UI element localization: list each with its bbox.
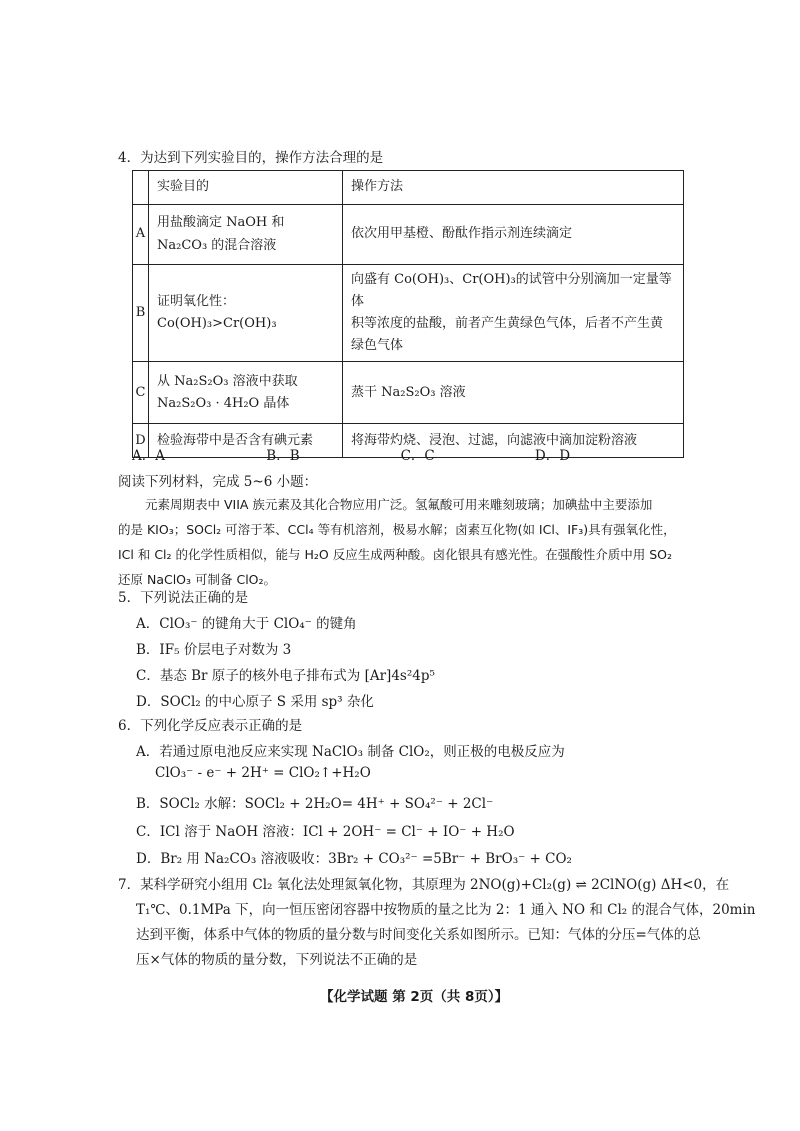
row-method: 依次用甲基橙、酚酞作指示剂连续滴定: [343, 205, 684, 265]
table-row: [133, 205, 684, 265]
option-b: B．B: [266, 448, 300, 464]
question-6-option-a-equation: ClO₃⁻ - e⁻ + 2H⁺ = ClO₂↑+H₂O: [155, 765, 371, 781]
material-line: 元素周期表中 VIIA 族元素及其化合物应用广泛。氢氟酸可用来雕刻玻璃；加碘盐中主要添加: [145, 497, 653, 512]
header-purpose: 实验目的: [149, 171, 343, 205]
question-5-option-a: A．ClO₃⁻ 的键角大于 ClO₄⁻ 的键角: [136, 616, 357, 632]
table-header-row: [133, 171, 684, 205]
question-4-options: [132, 444, 665, 464]
question-7-line: T₁℃、0.1MPa 下，向一恒压密闭容器中按物质的量之比为 2：1 通入 NO 和 Cl₂ 的混合气体，20min: [136, 902, 756, 918]
option-d: D．D: [534, 448, 571, 464]
question-5-option-b: B．IF₅ 价层电子对数为 3: [136, 642, 292, 658]
row-label: A: [133, 205, 149, 265]
row-label: C: [133, 362, 149, 424]
row-purpose: 用盐酸滴定 NaOH 和 Na₂CO₃ 的混合溶液: [149, 205, 343, 265]
question-6-option-a: A．若通过原电池反应来实现 NaClO₃ 制备 ClO₂，则正极的电极反应为: [136, 744, 565, 760]
row-method: 蒸干 Na₂S₂O₃ 溶液: [343, 362, 684, 424]
row-purpose: 检验海带中是否含有碘元素: [149, 424, 343, 458]
row-label: D: [133, 424, 149, 458]
question-5-stem: 5．下列说法正确的是: [118, 590, 249, 606]
question-4-table: [132, 170, 684, 458]
question-7-line: 7．某科学研究小组用 Cl₂ 氧化法处理氮氧化物，其原理为 2NO(g)+Cl₂(g) ⇌ 2ClNO(g) ΔH<0，在: [118, 877, 730, 893]
question-7-line: 达到平衡，体系中气体的物质的量分数与时间变化关系如图所示。已知：气体的分压=气体的总: [136, 927, 701, 943]
table-row: [133, 265, 684, 362]
material-line: 还原 NaClO₃ 可制备 ClO₂。: [118, 572, 277, 587]
row-purpose: 从 Na₂S₂O₃ 溶液中获取 Na₂S₂O₃ · 4H₂O 晶体: [149, 362, 343, 424]
page-footer: 【化学试题 第 2页（共 8页）】: [320, 989, 509, 1005]
header-method: 操作方法: [343, 171, 684, 205]
question-6-option-b: B．SOCl₂ 水解：SOCl₂ + 2H₂O= 4H⁺ + SO₄²⁻ + 2Cl⁻: [136, 796, 494, 812]
table-row: [133, 362, 684, 424]
row-label: B: [133, 265, 149, 362]
material-intro: 阅读下列材料，完成 5~6 小题：: [118, 474, 318, 490]
material-line: 的是 KIO₃；SOCl₂ 可溶于苯、CCl₄ 等有机溶剂，极易水解；卤素互化物(如 ICl、IF₃)具有强氧化性，: [118, 522, 676, 537]
row-method: 向盛有 Co(OH)₃、Cr(OH)₃的试管中分别滴加一定量等体 积等浓度的盐酸，前者产生黄绿色气体，后者不产生黄 绿色气体: [343, 265, 684, 362]
option-c: C．C: [400, 448, 435, 464]
question-6-stem: 6．下列化学反应表示正确的是: [118, 718, 303, 734]
question-5-option-d: D．SOCl₂ 的中心原子 S 采用 sp³ 杂化: [136, 694, 374, 710]
option-a: A．A: [132, 448, 165, 464]
material-line: ICl 和 Cl₂ 的化学性质相似，能与 H₂O 反应生成两种酸。卤化银具有感光性。在强酸性介质中用 SO₂: [118, 547, 672, 562]
question-5-option-c: C．基态 Br 原子的核外电子排布式为 [Ar]4s²4p⁵: [136, 668, 435, 684]
table-header-blank: [133, 171, 149, 205]
row-purpose: 证明氧化性： Co(OH)₃>Cr(OH)₃: [149, 265, 343, 362]
question-4-stem: 4．为达到下列实验目的，操作方法合理的是: [118, 150, 384, 166]
question-6-option-c: C．ICl 溶于 NaOH 溶液：ICl + 2OH⁻ = Cl⁻ + IO⁻ + H₂O: [136, 824, 515, 840]
question-6-option-d: D．Br₂ 用 Na₂CO₃ 溶液吸收：3Br₂ + CO₃²⁻ =5Br⁻ + BrO₃⁻ + CO₂: [136, 851, 572, 867]
row-method: 将海带灼烧、浸泡、过滤，向滤液中滴加淀粉溶液: [343, 424, 684, 458]
question-7-line: 压×气体的物质的量分数，下列说法不正确的是: [136, 952, 418, 968]
